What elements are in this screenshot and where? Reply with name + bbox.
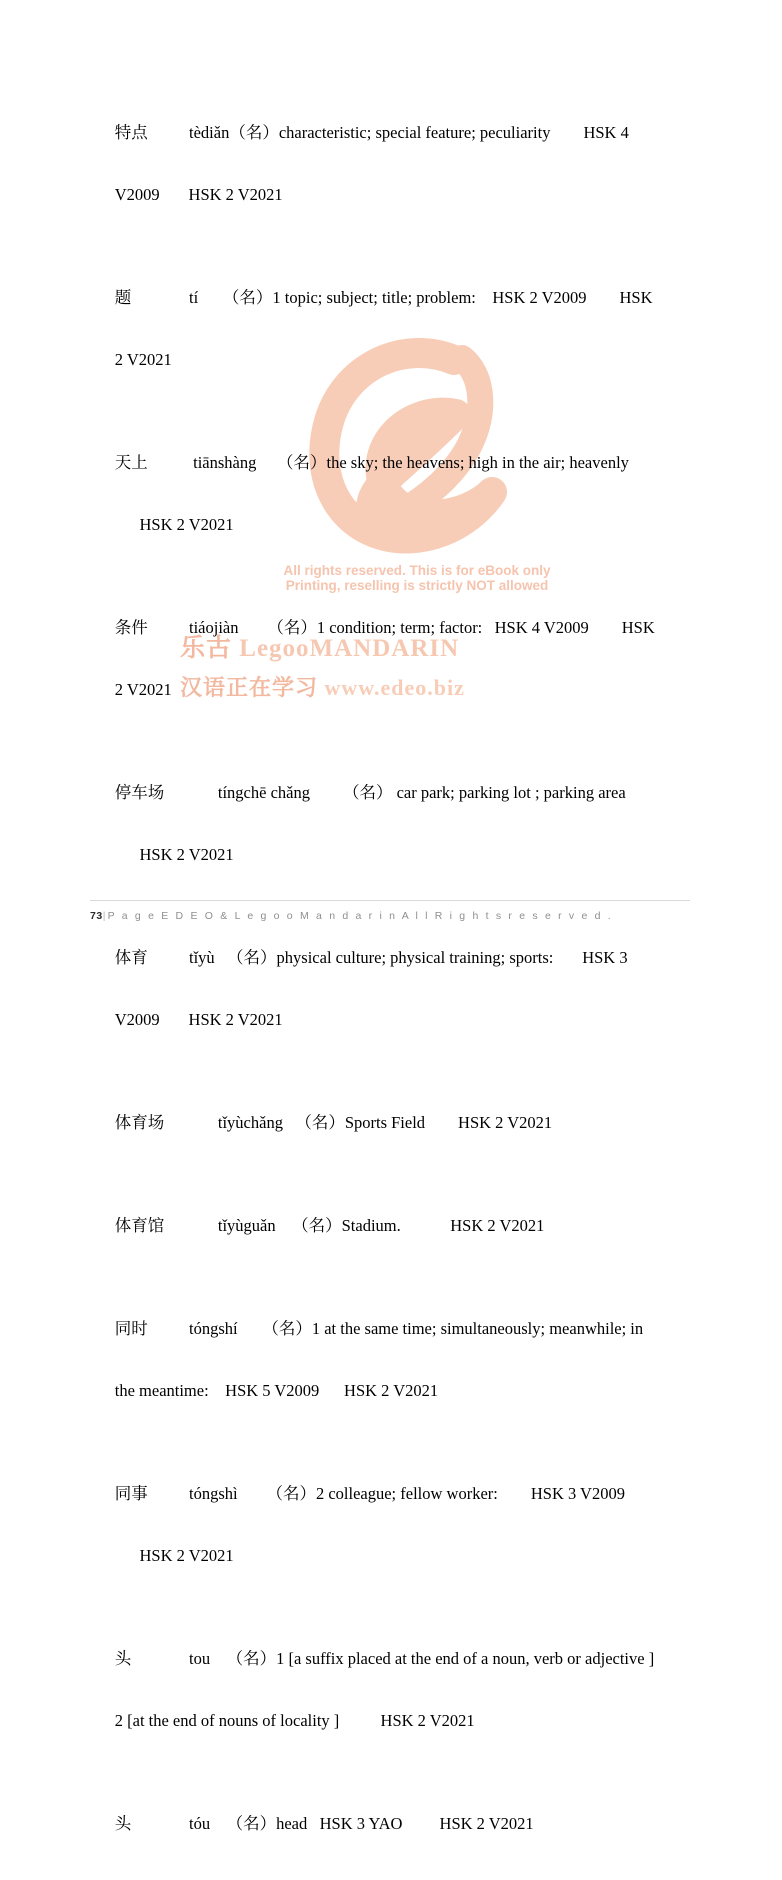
watermark-brand-tagline: 汉语正在学习 [180,675,319,700]
dictionary-entry [90,1612,690,1767]
entry-line-2: V2009 HSK 2 V2021 [114,185,283,204]
dictionary-entry [90,1076,690,1169]
entry-line-2: V2009 HSK 2 V2021 [114,1010,283,1029]
entry-line-1: 停车场 tíngchē chǎng （名） car park; parking lot ; parking area [114,783,626,802]
dictionary-entry [90,1179,690,1272]
entry-line-1: 同事 tóngshì （名）2 colleague; fellow worker: HSK 3 V2009 [114,1484,625,1503]
entry-line-1: 头 tóu （名）head HSK 3 YAO HSK 2 V2021 [114,1814,534,1833]
entry-line-1: 体育场 tǐyùchǎng （名）Sports Field HSK 2 V2021 [114,1113,553,1132]
page-footer [90,900,690,922]
entry-line-1: 特点 tèdiǎn（名）characteristic; special feature; peculiarity HSK 4 [114,123,629,142]
entry-line-1: 条件 tiáojiàn （名）1 condition; term; factor: HSK 4 V2009 HSK [114,618,655,637]
entry-line-1: 同时 tóngshí （名）1 at the same time; simultaneously; meanwhile; in [114,1319,644,1338]
dictionary-entry [90,1447,690,1602]
footer-divider [90,900,690,901]
dictionary-entry [90,251,690,406]
dictionary-entry [90,746,690,901]
entry-line-2: HSK 2 V2021 [114,515,234,534]
entry-line-2: HSK 2 V2021 [114,845,234,864]
entry-line-1: 天上 tiānshàng （名）the sky; the heavens; high in the air; heavenly [114,453,629,472]
footer-page-number: 73 [90,910,103,922]
dictionary-entry [90,416,690,571]
footer-text [90,910,690,922]
entry-line-2: HSK 2 V2021 [114,1546,234,1565]
dictionary-entry [90,86,690,241]
dictionary-entry-list [90,86,690,1880]
watermark-brand-cn: 乐古 [180,635,233,662]
watermark-copyright-line-2: Printing, reselling is strictly NOT allowed [285,578,549,593]
entry-line-1: 体育馆 tǐyùguǎn （名）Stadium. HSK 2 V2021 [114,1216,545,1235]
entry-line-2: the meantime: HSK 5 V2009 HSK 2 V2021 [114,1381,439,1400]
footer-separator: | [102,910,108,922]
dictionary-entry [90,1282,690,1437]
entry-line-2: 2 V2021 [114,350,172,369]
watermark-brand-en: LegooMANDARIN [239,635,460,662]
entry-line-1: 体育 tǐyù （名）physical culture; physical training; sports: HSK 3 [114,948,628,967]
dictionary-entry [90,1777,690,1870]
entry-line-1: 头 tou （名）1 [a suffix placed at the end of a noun, verb or adjective ] [114,1649,655,1668]
dictionary-entry [90,581,690,736]
watermark-copyright-line-1: All rights reserved. This is for eBook only [283,563,551,578]
watermark-brand-url: www.edeo.biz [324,675,465,700]
entry-line-2: 2 V2021 [114,680,172,699]
dictionary-entry [90,911,690,1066]
footer-credit-text: P a g e E D E O & L e g o o M a n d a r i n A l l R i g h t s r e s e r v e d . [107,910,613,922]
entry-line-2: 2 [at the end of nouns of locality ] HSK 2 V2021 [114,1711,475,1730]
entry-line-1: 题 tí （名）1 topic; subject; title; problem: HSK 2 V2009 HSK [114,288,653,307]
